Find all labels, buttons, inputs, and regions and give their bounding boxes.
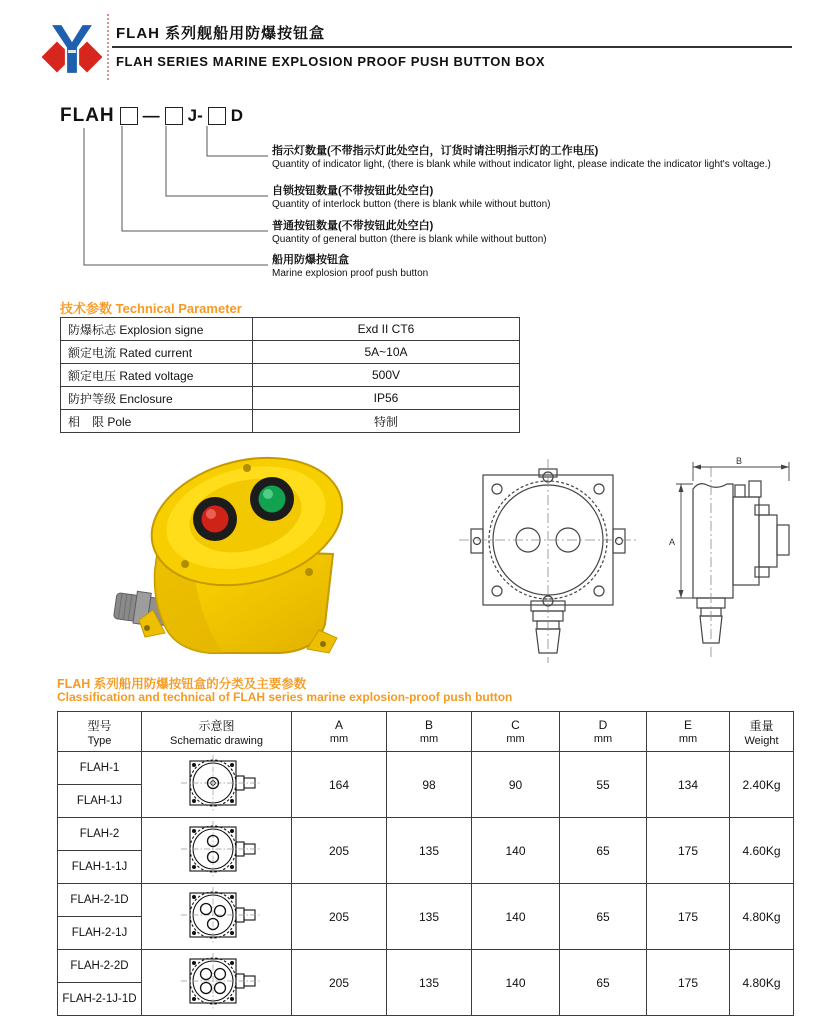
dimension-cell: 175 (647, 884, 730, 950)
dim-label-b: B (735, 456, 743, 466)
callout-text-cn: 自锁按钮数量(不带按钮此处空白) (272, 185, 434, 197)
dimension-drawings (435, 455, 830, 670)
classification-table (57, 711, 794, 1016)
schematic-cell (142, 950, 292, 1016)
type-cell: FLAH-2 (58, 818, 142, 851)
tech-param-heading: 技术参数 Technical Parameter (60, 301, 242, 316)
type-cell: FLAH-2-2D (58, 950, 142, 983)
dim-label-a: A (668, 537, 676, 547)
table-row (58, 818, 794, 851)
model-callout (272, 217, 817, 245)
column-header (292, 712, 387, 752)
model-prefix: FLAH (60, 105, 115, 126)
product-photo (95, 452, 395, 670)
dimension-cell: 140 (472, 950, 560, 1016)
callout-text-en: Quantity of interlock button (there is blank while without button) (272, 199, 551, 210)
schematic-drawing (169, 820, 265, 878)
column-header-top: 型号 (87, 718, 112, 733)
tech-param-row (61, 341, 520, 364)
tech-param-value: 500V (253, 364, 520, 387)
weight-cell: 4.60Kg (730, 818, 794, 884)
type-cell: FLAH-2-1J-1D (58, 983, 142, 1016)
table-row (58, 752, 794, 785)
dimension-cell: 205 (292, 884, 387, 950)
page-title-en: FLAH SERIES MARINE EXPLOSION PROOF PUSH BUTTON BOX (116, 54, 546, 69)
dimension-cell: 205 (292, 950, 387, 1016)
schematic-cell (142, 818, 292, 884)
column-header-bottom: Type (87, 734, 112, 747)
callout-text-cn: 普通按钮数量(不带按钮此处空白) (272, 220, 434, 232)
column-header-top: E (683, 718, 692, 732)
dimension-cell: 98 (387, 752, 472, 818)
tech-param-value: Exd II CT6 (253, 318, 520, 341)
table-row (58, 884, 794, 917)
column-header-top: 示意图 (198, 718, 235, 733)
classification-body (58, 752, 794, 1016)
column-header (647, 712, 730, 752)
dimension-cell: 140 (472, 884, 560, 950)
dimension-cell: 135 (387, 818, 472, 884)
dimension-cell: 65 (560, 884, 647, 950)
tech-param-row (61, 387, 520, 410)
dimension-cell: 65 (560, 950, 647, 1016)
model-callout (272, 182, 817, 210)
column-header-top: B (424, 718, 433, 732)
tech-param-label: 防爆标志 Explosion signe (61, 318, 253, 341)
column-header-bottom: Weight (744, 734, 779, 747)
model-callout (272, 251, 817, 279)
tech-param-label: 相 限 Pole (61, 410, 253, 433)
tech-param-value: 特制 (253, 410, 520, 433)
dimension-cell: 140 (472, 818, 560, 884)
tech-param-row (61, 364, 520, 387)
schematic-cell (142, 752, 292, 818)
model-callouts (0, 0, 830, 300)
tech-param-table (60, 317, 520, 433)
classification-header-row (58, 712, 794, 752)
column-header (387, 712, 472, 752)
column-header (142, 712, 292, 752)
column-header (472, 712, 560, 752)
tech-param-row (61, 410, 520, 433)
model-suffix-j: J- (187, 106, 203, 125)
type-cell: FLAH-1-1J (58, 851, 142, 884)
column-header-bottom: mm (329, 733, 349, 745)
column-header (560, 712, 647, 752)
schematic-cell (142, 884, 292, 950)
column-header-top: C (511, 718, 520, 732)
column-header-bottom: Schematic drawing (170, 734, 263, 747)
dimension-cell: 205 (292, 818, 387, 884)
model-callout (272, 142, 817, 170)
callout-text-en: Quantity of general button (there is blank while without button) (272, 234, 547, 245)
column-header-bottom: mm (678, 733, 698, 745)
tech-param-label: 防护等级 Enclosure (61, 387, 253, 410)
dimension-cell: 175 (647, 950, 730, 1016)
classification-heading-en: Classification and technical of FLAH series marine explosion-proof push button (57, 690, 513, 704)
dimension-cell: 134 (647, 752, 730, 818)
red-push-button (193, 497, 237, 541)
tech-param-value: IP56 (253, 387, 520, 410)
column-header (730, 712, 794, 752)
callout-text-cn: 指示灯数量(不带指示灯此处空白，订货时请注明指示灯的工作电压) (272, 145, 599, 157)
weight-cell: 4.80Kg (730, 884, 794, 950)
weight-cell: 2.40Kg (730, 752, 794, 818)
dimension-cell: 135 (387, 950, 472, 1016)
column-header-top: A (334, 718, 343, 732)
column-header (58, 712, 142, 752)
tech-param-body (61, 318, 520, 433)
tech-param-row (61, 318, 520, 341)
schematic-drawing (169, 952, 265, 1010)
type-cell: FLAH-2-1J (58, 917, 142, 950)
dimension-cell: 90 (472, 752, 560, 818)
type-cell: FLAH-1 (58, 752, 142, 785)
green-push-button (250, 477, 294, 521)
dimension-cell: 55 (560, 752, 647, 818)
column-header-bottom: mm (419, 733, 439, 745)
type-cell: FLAH-2-1D (58, 884, 142, 917)
column-header-bottom: mm (593, 733, 613, 745)
tech-param-value: 5A~10A (253, 341, 520, 364)
dimension-cell: 65 (560, 818, 647, 884)
column-header-bottom: mm (506, 733, 525, 745)
page-title-cn: FLAH 系列舰船用防爆按钮盒 (116, 25, 326, 42)
schematic-drawing (169, 886, 265, 944)
dimension-cell: 135 (387, 884, 472, 950)
weight-cell: 4.80Kg (730, 950, 794, 1016)
schematic-drawing (169, 754, 265, 812)
dimension-cell: 164 (292, 752, 387, 818)
model-suffix-d: D (230, 106, 244, 125)
tech-param-label: 额定电流 Rated current (61, 341, 253, 364)
tech-param-label: 额定电压 Rated voltage (61, 364, 253, 387)
table-row (58, 950, 794, 983)
model-separator: — (142, 106, 160, 125)
type-cell: FLAH-1J (58, 785, 142, 818)
classification-heading-cn: FLAH 系列船用防爆按钮盒的分类及主要参数 (57, 677, 307, 691)
callout-text-en: Marine explosion proof push button (272, 268, 429, 279)
classification-head (58, 712, 794, 752)
column-header-top: 重量 (749, 718, 774, 733)
column-header-top: D (598, 718, 608, 732)
dimension-cell: 175 (647, 818, 730, 884)
side-view-drawing (693, 481, 789, 643)
callout-text-cn: 船用防爆按钮盒 (272, 254, 349, 266)
callout-text-en: Quantity of indicator light, (there is blank while without indicator light, please indicate the indicator light's voltage.) (272, 159, 771, 170)
